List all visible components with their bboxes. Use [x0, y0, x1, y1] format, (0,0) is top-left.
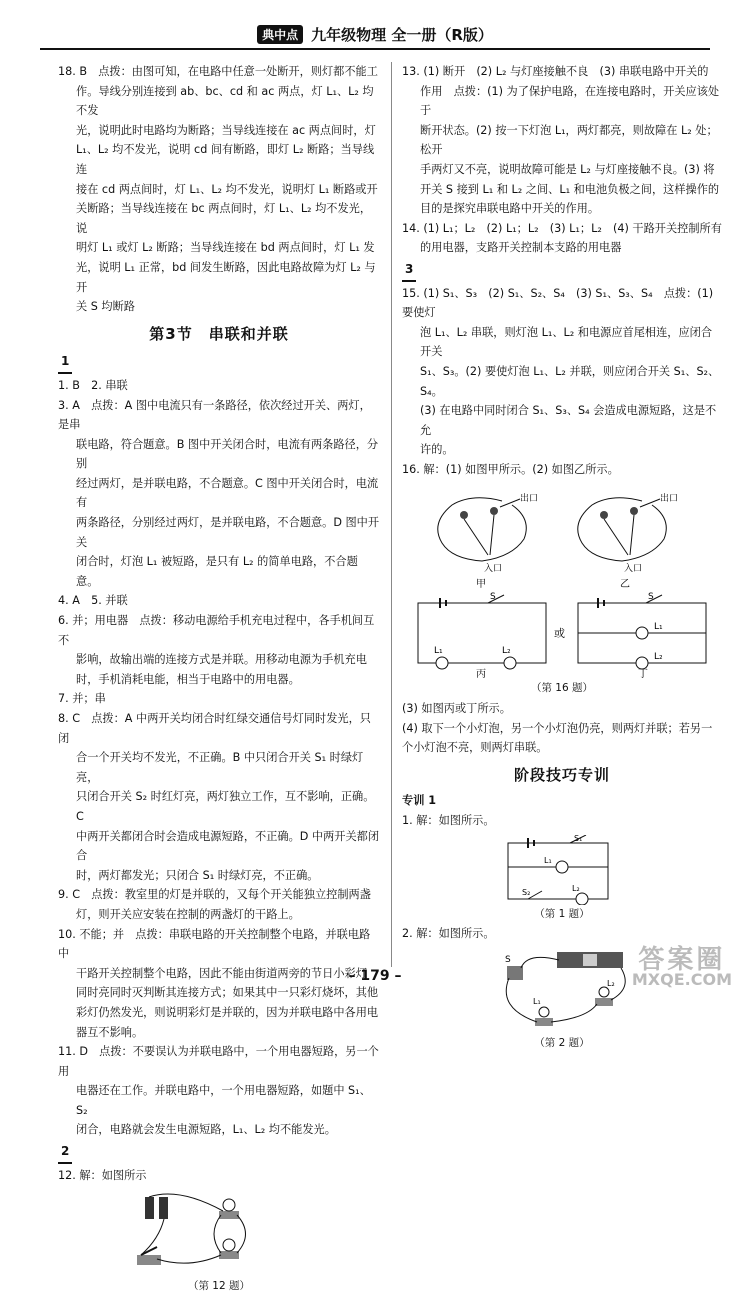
answer-13: 13. (1) 断开 (2) L₂ 与灯座接触不良 (3) 串联电路中开关的 作用 点拨：(1) 为了保护电路，在连接电路时，开关应该处于 断开状态。(2) 按一下灯泡 L₁，两灯都亮，则故障在 L₂ 处；松开 手两灯又不亮，说明故障可能是 L₂ 与灯座接触不良。(3) 将 开关 S 接到 L₁ 和 L₂ 之间、L₁ 和电池负极之间，这样操作的 目的是探究串联电路中开关的作用。 — [402, 65, 720, 216]
svg-text:L₁: L₁ — [654, 622, 663, 633]
svg-text:S: S — [648, 592, 654, 603]
svg-text:S: S — [505, 954, 511, 965]
page-number: – 179 – — [348, 968, 402, 984]
answer-11: 11. D 点拨：不要误认为并联电路中，一个用电器短路，另一个用 电器还在工作。并联电路中，一个用电器短路，如题中 S₁、S₂ 闭合，电路就会发生电源短路，L₁、L₂ 均不能发光。 — [58, 1045, 379, 1137]
answer-4-5: 4. A 5. 并联 — [58, 594, 128, 608]
caption-t1: （第 1 题） — [534, 907, 590, 920]
level-marker-3: 3 — [402, 260, 416, 282]
answer-9: 9. C 点拨：教室里的灯是并联的，又每个开关能独立控制两盏 灯，则开关应安装在控制的两盏灯的干路上。 — [58, 888, 371, 921]
answer-1-2: 1. B 2. 串联 — [58, 378, 128, 392]
svg-text:S₂: S₂ — [522, 887, 531, 897]
answer-7: 7. 并；串 — [58, 692, 106, 706]
answer-18: 18. B 点拨：由图可知，在电路中任意一处断开，则灯都不能工 作。导线分别连接到 ab、bc、cd 和 ac 两点，灯 L₁、L₂ 均不发 光，说明此时电路均为断路；当导线连接在 ac 两点间时，灯 L₁、L₂ 均不发光，说明 cd 间有断路，即灯 L₂ 断路；当导线连 接在 cd 两点间时，灯 L₁、L₂ 均不发光，说明灯 L₁ 断路或开 关断路；当导线连接在 bc 两点间时，灯 L₁、L₂ 均不发光，说 明灯 L₁ 或灯 L₂ 断路；当导线连接在 bd 两点间时，灯 L₁ 发 光，说明 L₁ 正常，bd 间发生断路，因此电路故障为灯 L₂ 与开 关 S 均断路 — [58, 65, 378, 314]
svg-text:出口: 出口 — [660, 494, 679, 505]
level-marker-2: 2 — [58, 1142, 72, 1164]
svg-text:L₂: L₂ — [654, 652, 663, 663]
answer-6: 6. 并；用电器 点拨：移动电源给手机充电过程中，各手机间互不 影响，故输出端的连接方式是并联。用移动电源为手机充电 时，手机消耗电能，相当于电路中的用电器。 — [58, 614, 375, 686]
figure-12-wiring — [119, 1189, 319, 1277]
svg-text:入口: 入口 — [624, 564, 643, 575]
answer-12: 12. 解：如图所示 — [58, 1168, 147, 1182]
svg-text:甲: 甲 — [476, 579, 486, 591]
caption-t2: （第 2 题） — [534, 1036, 590, 1049]
figure-t1-circuit — [502, 835, 622, 905]
header-title: 九年级物理 全一册（R版） — [311, 25, 493, 44]
svg-text:L₁: L₁ — [533, 996, 541, 1006]
left-column — [58, 62, 380, 1297]
level-marker-1: 1 — [58, 352, 72, 374]
svg-text:S: S — [490, 592, 496, 603]
svg-text:L₂: L₂ — [502, 646, 511, 657]
answer-10: 10. 不能；并 点拨：串联电路的开关控制整个电路，并联电路中 干路开关控制整个电路，因此不能由街道两旁的节日小彩灯 同时亮同时灭判断其连接方式；如果其中一只彩灯烧坏，其他 彩灯仍然发光，则说明彩灯是并联的，因为并联电路中各用电 器互不影响。 — [58, 927, 379, 1039]
topic-1-label: 专训 1 — [402, 794, 437, 808]
svg-text:乙: 乙 — [620, 579, 630, 591]
svg-text:丁: 丁 — [638, 669, 648, 680]
svg-text:丙: 丙 — [476, 669, 486, 680]
book-logo: 典中点 — [257, 25, 303, 44]
watermark: 答案圈 MXQE.COM — [631, 945, 732, 989]
answer-15: 15. (1) S₁、S₃ (2) S₁、S₂、S₄ (3) S₁、S₃、S₄ 点拨：(1) 要使灯 泡 L₁、L₂ 串联，则灯泡 L₁、L₂ 和电源应首尾相连，应闭合开关 S₁、S₃。(2) 要使灯泡 L₁、L₂ 并联，则应闭合开关 S₁、S₂、S₄。 (3) 在电路中同时闭合 S₁、S₃、S₄ 会造成电源短路，这是不允 许的。 — [402, 286, 720, 457]
section-title: 第3节 串联和并联 — [149, 324, 289, 343]
figure-t2-wiring — [487, 948, 637, 1034]
svg-text:出口: 出口 — [520, 494, 539, 505]
topic-1-answer-2: 2. 解：如图所示。 — [402, 927, 495, 941]
svg-text:S₁: S₁ — [574, 834, 583, 843]
caption-12: （第 12 题） — [187, 1280, 251, 1293]
section-title-2: 阶段技巧专训 — [513, 765, 610, 784]
svg-text:L₁: L₁ — [544, 855, 552, 865]
answer-8: 8. C 点拨：A 中两开关均闭合时红绿交通信号灯同时发光，只闭 合一个开关均不发光，不正确。B 中只闭合开关 S₁ 时绿灯亮， 只闭合开关 S₂ 时红灯亮，两灯独立工作，互不影响，正确。C 中两开关都闭合时会造成电源短路，不正确。D 中两开关都闭合 时，两灯都发光；只闭合 S₁ 时绿灯亮，不正确。 — [58, 712, 380, 882]
caption-16: （第 16 题） — [530, 682, 594, 695]
svg-text:L₂: L₂ — [572, 883, 580, 893]
column-divider — [391, 62, 392, 967]
svg-text:L₂: L₂ — [607, 978, 615, 988]
right-column — [402, 62, 722, 1053]
topic-1-answer-1: 1. 解：如图所示。 — [402, 814, 495, 828]
answer-16: 16. 解：(1) 如图甲所示。(2) 如图乙所示。 — [402, 462, 619, 476]
svg-text:L₁: L₁ — [434, 646, 443, 657]
figure-16-circuits — [412, 483, 712, 679]
svg-text:或: 或 — [554, 627, 565, 641]
answer-14: 14. (1) L₁；L₂ (2) L₁；L₂ (3) L₁；L₂ (4) 干路开关控制所有 的用电器，支路开关控制本支路的用电器 — [402, 221, 722, 255]
answer-3: 3. A 点拨：A 图中电流只有一条路径，依次经过开关、两灯，是串 联电路，符合题意。B 图中开关闭合时，电流有两条路径，分别 经过两灯，是并联电路，不合题意。C 图中开关闭合时，电流有 两条路径，分别经过两灯，是并联电路，不合题意。D 图中开关 闭合时，灯泡 L₁ 被短路，是只有 L₂ 的简单电路，不合题意。 — [58, 398, 380, 588]
answer-16-b: (3) 如图丙或丁所示。 (4) 取下一个小灯泡，另一个小灯泡仍亮，则两灯并联；若另一 个小灯泡不亮，则两灯串联。 — [402, 702, 713, 755]
svg-text:入口: 入口 — [484, 564, 503, 575]
page-header — [40, 20, 710, 50]
